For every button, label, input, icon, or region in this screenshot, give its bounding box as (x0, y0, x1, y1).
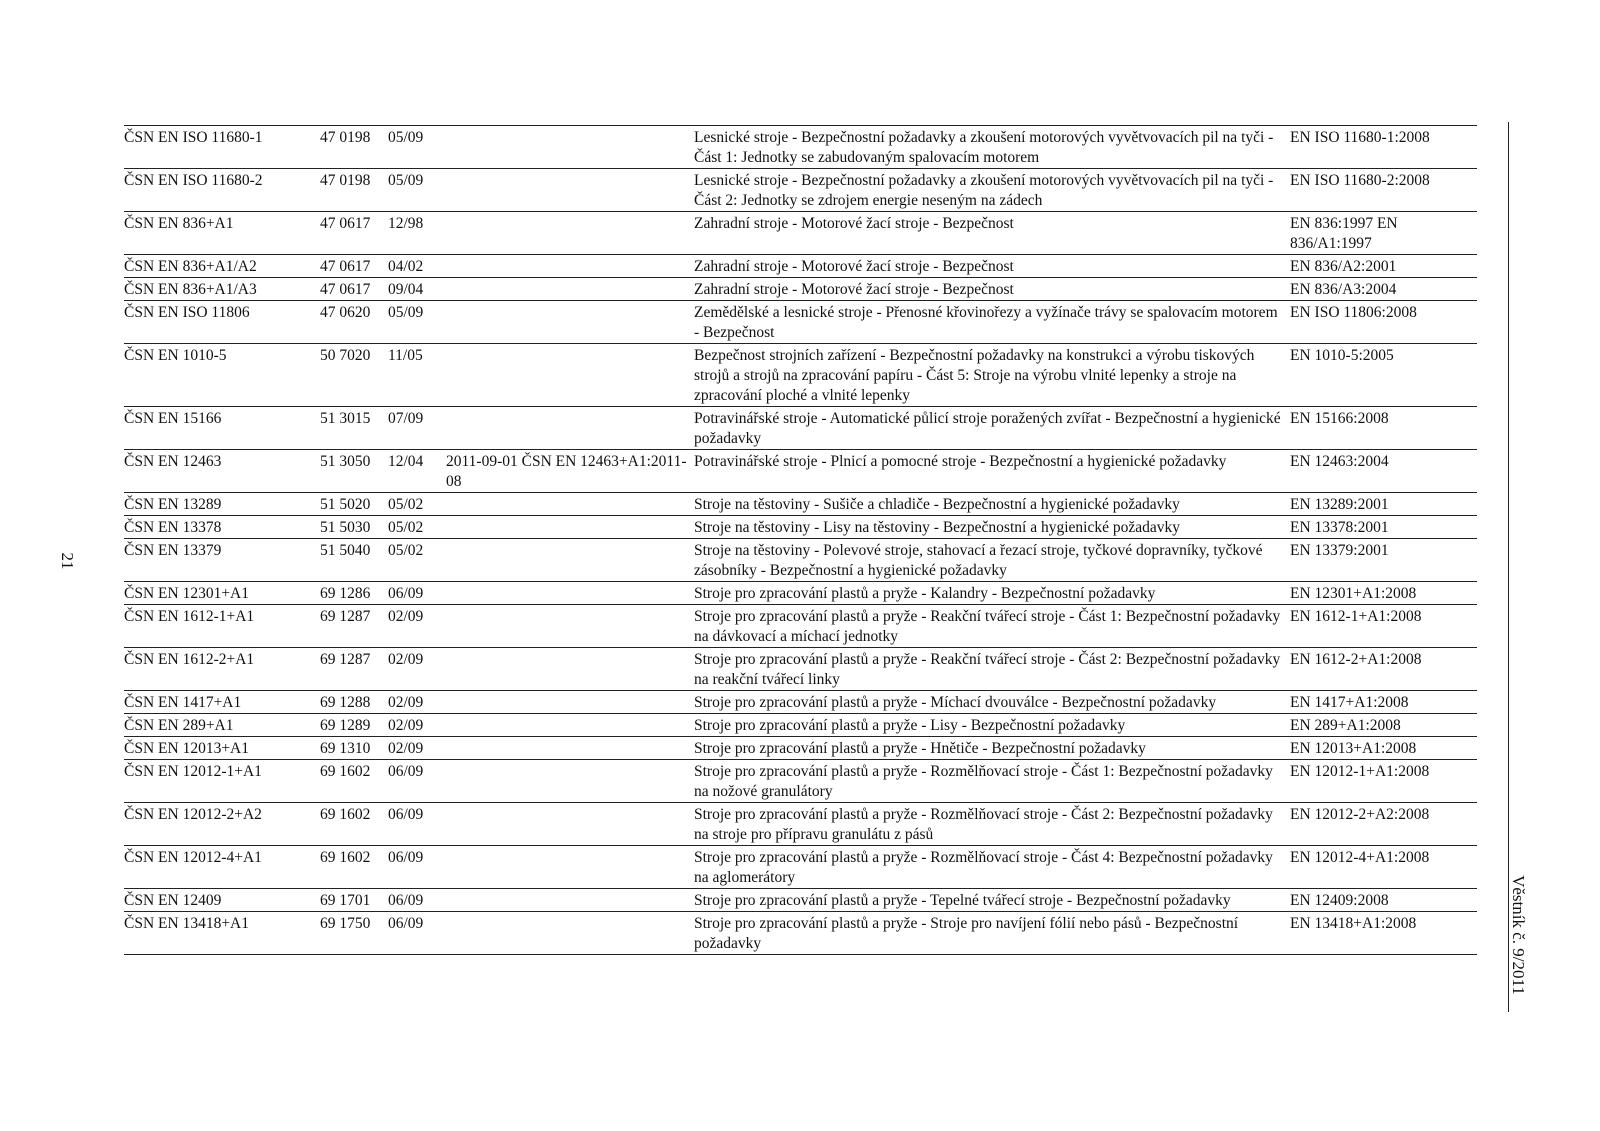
cell-title: Zahradní stroje - Motorové žací stroje - Bezpečnost (694, 255, 1290, 278)
cell-note (446, 344, 694, 407)
cell-title: Stroje na těstoviny - Lisy na těstoviny - Bezpečnostní a hygienické požadavky (694, 516, 1290, 539)
cell-title: Stroje pro zpracování plastů a pryže - Rozmělňovací stroje - Část 1: Bezpečnostní požadavky na nožové granulátory (694, 760, 1290, 803)
cell-date: 05/09 (388, 126, 446, 169)
cell-note (446, 714, 694, 737)
cell-note (446, 278, 694, 301)
table-row (124, 255, 1477, 278)
cell-standard: ČSN EN ISO 11680-1 (124, 126, 320, 169)
cell-standard: ČSN EN 13379 (124, 539, 320, 582)
cell-standard: ČSN EN 836+A1/A2 (124, 255, 320, 278)
cell-class-number: 47 0617 (320, 255, 388, 278)
table-row (124, 714, 1477, 737)
table-row (124, 846, 1477, 889)
cell-class-number: 69 1288 (320, 691, 388, 714)
table-row (124, 450, 1477, 493)
cell-standard: ČSN EN 836+A1/A3 (124, 278, 320, 301)
cell-note (446, 803, 694, 846)
cell-date: 02/09 (388, 605, 446, 648)
cell-en-reference: EN 13289:2001 (1290, 493, 1477, 516)
journal-title: Věstník č. 9/2011 (1509, 875, 1528, 995)
cell-title: Lesnické stroje - Bezpečnostní požadavky a zkoušení motorových vyvětvovacích pil na tyči - Část 2: Jednotky se zdrojem energie neseným na zádech (694, 169, 1290, 212)
table-row (124, 803, 1477, 846)
table-row (124, 582, 1477, 605)
cell-title: Stroje pro zpracování plastů a pryže - Reakční tvářecí stroje - Část 2: Bezpečnostní požadavky na reakční tvářecí linky (694, 648, 1290, 691)
cell-en-reference: EN 13378:2001 (1290, 516, 1477, 539)
cell-date: 09/04 (388, 278, 446, 301)
table-row (124, 539, 1477, 582)
cell-en-reference: EN 12013+A1:2008 (1290, 737, 1477, 760)
cell-class-number: 69 1287 (320, 648, 388, 691)
cell-date: 06/09 (388, 760, 446, 803)
cell-note (446, 212, 694, 255)
cell-standard: ČSN EN 12013+A1 (124, 737, 320, 760)
standards-table-body (124, 126, 1477, 955)
cell-date: 05/02 (388, 539, 446, 582)
cell-en-reference: EN 12463:2004 (1290, 450, 1477, 493)
cell-title: Stroje pro zpracování plastů a pryže - Rozmělňovací stroje - Část 2: Bezpečnostní požadavky na stroje pro přípravu granulátu z pásů (694, 803, 1290, 846)
cell-class-number: 69 1602 (320, 803, 388, 846)
cell-en-reference: EN ISO 11806:2008 (1290, 301, 1477, 344)
cell-date: 05/09 (388, 169, 446, 212)
cell-note (446, 648, 694, 691)
cell-note (446, 407, 694, 450)
cell-title: Potravinářské stroje - Plnicí a pomocné stroje - Bezpečnostní a hygienické požadavky (694, 450, 1290, 493)
table-row (124, 278, 1477, 301)
cell-class-number: 47 0617 (320, 212, 388, 255)
cell-standard: ČSN EN 1612-1+A1 (124, 605, 320, 648)
cell-en-reference: EN 12012-4+A1:2008 (1290, 846, 1477, 889)
table-row (124, 126, 1477, 169)
cell-standard: ČSN EN 836+A1 (124, 212, 320, 255)
cell-standard: ČSN EN 15166 (124, 407, 320, 450)
cell-en-reference: EN 13379:2001 (1290, 539, 1477, 582)
cell-note (446, 301, 694, 344)
cell-date: 02/09 (388, 648, 446, 691)
cell-class-number: 69 1310 (320, 737, 388, 760)
cell-title: Stroje pro zpracování plastů a pryže - Reakční tvářecí stroje - Část 1: Bezpečnostní požadavky na dávkovací a míchací jednotky (694, 605, 1290, 648)
cell-class-number: 69 1286 (320, 582, 388, 605)
cell-class-number: 69 1750 (320, 912, 388, 955)
cell-note (446, 889, 694, 912)
cell-title: Stroje na těstoviny - Polevové stroje, stahovací a řezací stroje, tyčkové dopravníky, tyčkové zásobníky - Bezpečnostní a hygienické požadavky (694, 539, 1290, 582)
cell-date: 05/02 (388, 516, 446, 539)
cell-en-reference: EN ISO 11680-1:2008 (1290, 126, 1477, 169)
cell-class-number: 50 7020 (320, 344, 388, 407)
cell-en-reference: EN 1612-1+A1:2008 (1290, 605, 1477, 648)
cell-en-reference: EN 1612-2+A1:2008 (1290, 648, 1477, 691)
cell-en-reference: EN 12301+A1:2008 (1290, 582, 1477, 605)
cell-standard: ČSN EN 12012-2+A2 (124, 803, 320, 846)
cell-title: Stroje na těstoviny - Sušiče a chladiče - Bezpečnostní a hygienické požadavky (694, 493, 1290, 516)
table-row (124, 605, 1477, 648)
cell-title: Bezpečnost strojních zařízení - Bezpečnostní požadavky na konstrukci a výrobu tiskových strojů a strojů na zpracování papíru - Část 5: Stroje na výrobu vlnité lepenky a stroje na zpracování ploché a vlnité lepenky (694, 344, 1290, 407)
cell-class-number: 51 5040 (320, 539, 388, 582)
cell-standard: ČSN EN 289+A1 (124, 714, 320, 737)
table-row (124, 301, 1477, 344)
table-row (124, 889, 1477, 912)
table-row (124, 912, 1477, 955)
cell-standard: ČSN EN 1010-5 (124, 344, 320, 407)
cell-note (446, 691, 694, 714)
cell-en-reference: EN 13418+A1:2008 (1290, 912, 1477, 955)
cell-note (446, 605, 694, 648)
cell-date: 06/09 (388, 582, 446, 605)
cell-note (446, 493, 694, 516)
cell-title: Stroje pro zpracování plastů a pryže - Míchací dvouválce - Bezpečnostní požadavky (694, 691, 1290, 714)
cell-en-reference: EN 289+A1:2008 (1290, 714, 1477, 737)
table-row (124, 516, 1477, 539)
cell-date: 04/02 (388, 255, 446, 278)
cell-class-number: 51 5030 (320, 516, 388, 539)
cell-date: 11/05 (388, 344, 446, 407)
table-row (124, 169, 1477, 212)
cell-date: 12/04 (388, 450, 446, 493)
table-row (124, 737, 1477, 760)
cell-en-reference: EN 15166:2008 (1290, 407, 1477, 450)
cell-title: Stroje pro zpracování plastů a pryže - Hnětiče - Bezpečnostní požadavky (694, 737, 1290, 760)
cell-class-number: 47 0617 (320, 278, 388, 301)
standards-table (124, 125, 1477, 955)
cell-class-number: 69 1602 (320, 846, 388, 889)
cell-date: 05/02 (388, 493, 446, 516)
cell-date: 12/98 (388, 212, 446, 255)
page-number: 21 (58, 552, 77, 570)
cell-title: Zemědělské a lesnické stroje - Přenosné křovinořezy a vyžínače trávy se spalovacím motorem - Bezpečnost (694, 301, 1290, 344)
cell-standard: ČSN EN 1612-2+A1 (124, 648, 320, 691)
cell-en-reference: EN 836/A3:2004 (1290, 278, 1477, 301)
cell-note (446, 582, 694, 605)
cell-class-number: 69 1602 (320, 760, 388, 803)
cell-note (446, 126, 694, 169)
cell-title: Stroje pro zpracování plastů a pryže - Tepelné tvářecí stroje - Bezpečnostní požadavky (694, 889, 1290, 912)
cell-standard: ČSN EN 12463 (124, 450, 320, 493)
cell-en-reference: EN 836/A2:2001 (1290, 255, 1477, 278)
cell-note (446, 255, 694, 278)
cell-date: 06/09 (388, 912, 446, 955)
table-row (124, 493, 1477, 516)
cell-class-number: 51 5020 (320, 493, 388, 516)
cell-title: Zahradní stroje - Motorové žací stroje - Bezpečnost (694, 212, 1290, 255)
cell-date: 02/09 (388, 714, 446, 737)
table-row (124, 212, 1477, 255)
cell-en-reference: EN 12012-1+A1:2008 (1290, 760, 1477, 803)
cell-en-reference: EN 1417+A1:2008 (1290, 691, 1477, 714)
cell-standard: ČSN EN 12301+A1 (124, 582, 320, 605)
cell-note (446, 846, 694, 889)
cell-standard: ČSN EN 12012-4+A1 (124, 846, 320, 889)
cell-note: 2011-09-01 ČSN EN 12463+A1:2011-08 (446, 450, 694, 493)
cell-date: 07/09 (388, 407, 446, 450)
cell-note (446, 539, 694, 582)
table-row (124, 691, 1477, 714)
cell-note (446, 737, 694, 760)
cell-standard: ČSN EN ISO 11680-2 (124, 169, 320, 212)
cell-standard: ČSN EN 13289 (124, 493, 320, 516)
cell-note (446, 912, 694, 955)
cell-date: 05/09 (388, 301, 446, 344)
cell-title: Stroje pro zpracování plastů a pryže - Rozmělňovací stroje - Část 4: Bezpečnostní požadavky na aglomerátory (694, 846, 1290, 889)
cell-class-number: 51 3015 (320, 407, 388, 450)
cell-date: 06/09 (388, 889, 446, 912)
cell-note (446, 169, 694, 212)
cell-en-reference: EN ISO 11680-2:2008 (1290, 169, 1477, 212)
table-row (124, 648, 1477, 691)
cell-title: Potravinářské stroje - Automatické půlicí stroje poražených zvířat - Bezpečnostní a hygienické požadavky (694, 407, 1290, 450)
cell-standard: ČSN EN 13418+A1 (124, 912, 320, 955)
cell-note (446, 516, 694, 539)
cell-date: 06/09 (388, 803, 446, 846)
cell-standard: ČSN EN 1417+A1 (124, 691, 320, 714)
table-row (124, 407, 1477, 450)
cell-standard: ČSN EN ISO 11806 (124, 301, 320, 344)
cell-class-number: 69 1289 (320, 714, 388, 737)
cell-note (446, 760, 694, 803)
cell-en-reference: EN 836:1997 EN 836/A1:1997 (1290, 212, 1477, 255)
cell-class-number: 47 0198 (320, 126, 388, 169)
cell-standard: ČSN EN 13378 (124, 516, 320, 539)
cell-date: 02/09 (388, 737, 446, 760)
cell-en-reference: EN 12012-2+A2:2008 (1290, 803, 1477, 846)
cell-title: Stroje pro zpracování plastů a pryže - Kalandry - Bezpečnostní požadavky (694, 582, 1290, 605)
cell-class-number: 47 0198 (320, 169, 388, 212)
cell-class-number: 47 0620 (320, 301, 388, 344)
cell-title: Zahradní stroje - Motorové žací stroje - Bezpečnost (694, 278, 1290, 301)
cell-standard: ČSN EN 12409 (124, 889, 320, 912)
cell-date: 02/09 (388, 691, 446, 714)
cell-date: 06/09 (388, 846, 446, 889)
table-row (124, 760, 1477, 803)
cell-en-reference: EN 1010-5:2005 (1290, 344, 1477, 407)
cell-class-number: 69 1701 (320, 889, 388, 912)
table-row (124, 344, 1477, 407)
cell-title: Lesnické stroje - Bezpečnostní požadavky a zkoušení motorových vyvětvovacích pil na tyči - Část 1: Jednotky se zabudovaným spalovacím motorem (694, 126, 1290, 169)
cell-class-number: 69 1287 (320, 605, 388, 648)
cell-standard: ČSN EN 12012-1+A1 (124, 760, 320, 803)
cell-title: Stroje pro zpracování plastů a pryže - Stroje pro navíjení fólií nebo pásů - Bezpečnostní požadavky (694, 912, 1290, 955)
cell-title: Stroje pro zpracování plastů a pryže - Lisy - Bezpečnostní požadavky (694, 714, 1290, 737)
cell-class-number: 51 3050 (320, 450, 388, 493)
cell-en-reference: EN 12409:2008 (1290, 889, 1477, 912)
